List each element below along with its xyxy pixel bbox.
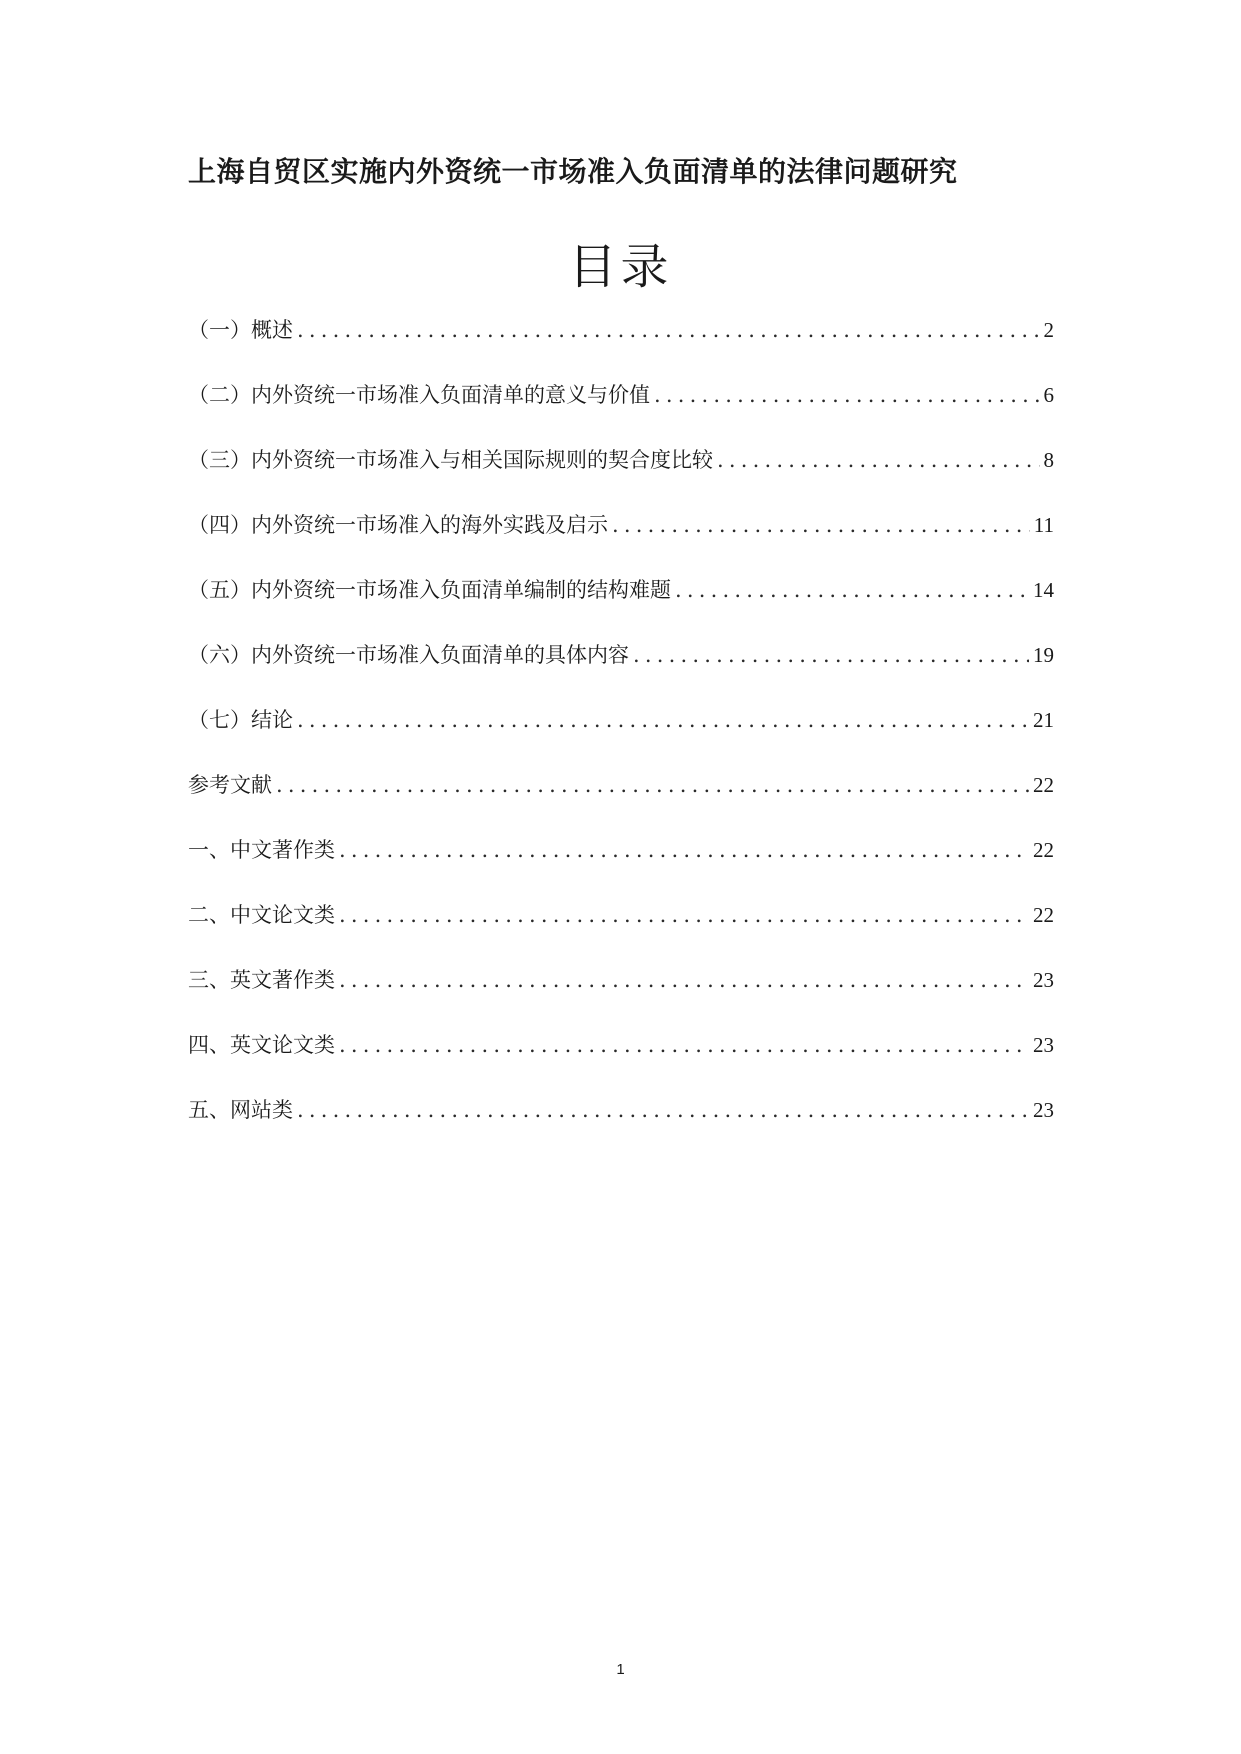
- toc-dot-leader: [297, 1098, 1029, 1122]
- page-number: 1: [616, 1661, 625, 1678]
- toc-entry-label: （六）内外资统一市场准入负面清单的具体内容: [188, 643, 629, 667]
- toc-entry-page: 23: [1033, 968, 1054, 992]
- toc-entry-label: （七）结论: [188, 708, 293, 732]
- toc-entry[interactable]: [188, 704, 1054, 769]
- toc-dot-leader: [633, 643, 1029, 667]
- toc-entry[interactable]: [188, 964, 1054, 1029]
- toc-entry-label: （四）内外资统一市场准入的海外实践及启示: [188, 513, 608, 537]
- toc-dot-leader: [675, 578, 1029, 602]
- toc-dot-leader: [612, 513, 1030, 537]
- toc-entry[interactable]: [188, 769, 1054, 834]
- toc-entry[interactable]: [188, 834, 1054, 899]
- toc-entry-page: 8: [1043, 448, 1054, 472]
- toc-entry-page: 19: [1033, 643, 1054, 667]
- toc-entry-label: 参考文献: [188, 773, 272, 797]
- toc-dot-leader: [339, 903, 1029, 927]
- toc-dot-leader: [339, 1033, 1029, 1057]
- toc-entry-page: 22: [1033, 903, 1054, 927]
- toc-entry[interactable]: [188, 379, 1054, 444]
- toc-entry-page: 2: [1043, 318, 1054, 342]
- toc-entry-label: （五）内外资统一市场准入负面清单编制的结构难题: [188, 578, 671, 602]
- toc-entry-label: 一、中文著作类: [188, 838, 335, 862]
- toc-dot-leader: [276, 773, 1029, 797]
- toc-entry[interactable]: [188, 1029, 1054, 1094]
- toc-dot-leader: [339, 968, 1029, 992]
- toc-dot-leader: [339, 838, 1029, 862]
- toc-heading: 目录: [568, 239, 673, 295]
- toc-entry[interactable]: [188, 1094, 1054, 1159]
- toc-entry[interactable]: [188, 639, 1054, 704]
- toc-entry-page: 23: [1033, 1033, 1054, 1057]
- toc-entry[interactable]: [188, 509, 1054, 574]
- toc-entry-page: 22: [1033, 773, 1054, 797]
- toc-dot-leader: [297, 318, 1040, 342]
- toc-entry-page: 14: [1033, 578, 1054, 602]
- toc-entry[interactable]: [188, 574, 1054, 639]
- document-title: 上海自贸区实施内外资统一市场准入负面清单的法律问题研究: [188, 155, 958, 188]
- toc-dot-leader: [297, 708, 1029, 732]
- toc-entry-label: 二、中文论文类: [188, 903, 335, 927]
- toc-entry-label: 四、英文论文类: [188, 1033, 335, 1057]
- toc-entry-page: 23: [1033, 1098, 1054, 1122]
- toc-dot-leader: [717, 448, 1040, 472]
- toc-entry-page: 21: [1033, 708, 1054, 732]
- toc-dot-leader: [654, 383, 1040, 407]
- toc-entry[interactable]: [188, 899, 1054, 964]
- toc-entry-label: 五、网站类: [188, 1098, 293, 1122]
- toc-entry-label: 三、英文著作类: [188, 968, 335, 992]
- toc-entry-page: 6: [1043, 383, 1054, 407]
- toc-entry[interactable]: [188, 314, 1054, 379]
- table-of-contents: [188, 314, 1054, 1159]
- toc-entry-page: 22: [1033, 838, 1054, 862]
- toc-entry[interactable]: [188, 444, 1054, 509]
- toc-entry-label: （二）内外资统一市场准入负面清单的意义与价值: [188, 383, 650, 407]
- toc-entry-label: （一）概述: [188, 318, 293, 342]
- toc-entry-page: 11: [1033, 513, 1054, 537]
- toc-entry-label: （三）内外资统一市场准入与相关国际规则的契合度比较: [188, 448, 713, 472]
